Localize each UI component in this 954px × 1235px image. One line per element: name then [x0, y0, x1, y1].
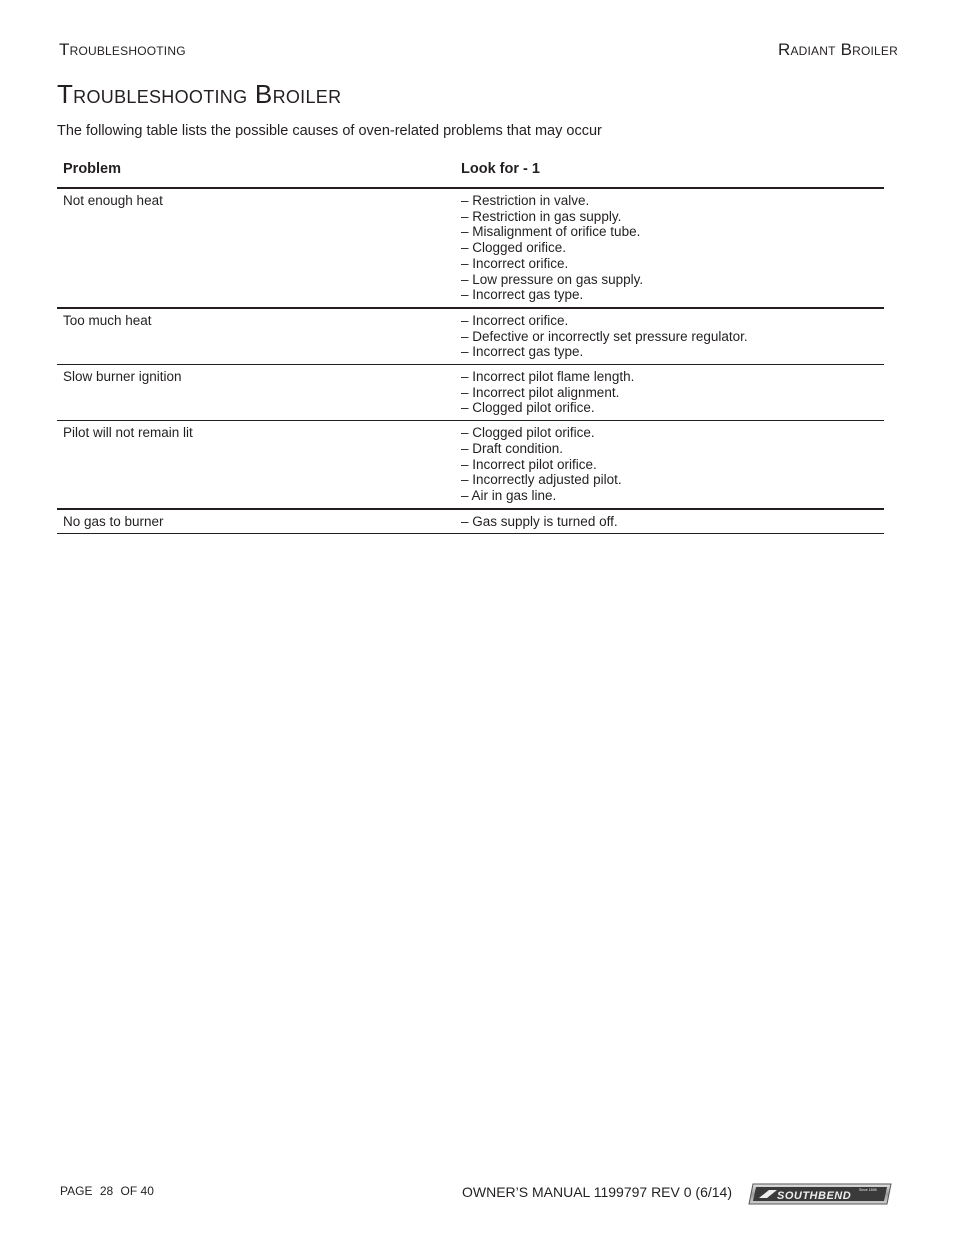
running-header-section: Troubleshooting [59, 40, 186, 59]
page-total: OF 40 [120, 1184, 154, 1198]
causes-cell [455, 308, 884, 365]
page-number [60, 1184, 158, 1198]
cause-item: – Incorrect gas type. [461, 287, 584, 303]
causes-list [461, 369, 878, 416]
table-row [57, 188, 884, 308]
intro-paragraph: The following table lists the possible causes of oven-related problems that may occur [57, 123, 602, 139]
page-title: Troubleshooting Broiler [57, 79, 342, 109]
svg-text:Since 1898: Since 1898 [859, 1188, 877, 1192]
southbend-logo-icon [747, 1183, 893, 1205]
causes-list [461, 313, 878, 360]
cause-item: – Incorrect orifice. [461, 255, 569, 271]
table-row [57, 421, 884, 509]
cause-item: – Low pressure on gas supply. [461, 271, 644, 287]
page-current: 28 [99, 1184, 114, 1198]
cause-item: – Restriction in gas supply. [461, 208, 622, 224]
causes-cell [455, 421, 884, 509]
causes-cell [455, 188, 884, 308]
cause-item: – Incorrect orifice. [461, 312, 569, 328]
cause-item: – Incorrect pilot orifice. [461, 456, 597, 472]
cause-item: – Incorrectly adjusted pilot. [461, 472, 622, 488]
troubleshooting-table [57, 152, 884, 534]
cause-item: – Gas supply is turned off. [461, 513, 618, 529]
page-label: PAGE [60, 1184, 93, 1198]
running-header-product: Radiant Broiler [777, 40, 898, 59]
cause-item: – Clogged pilot orifice. [461, 425, 595, 441]
problem-cell: Not enough heat [57, 188, 455, 308]
causes-cell [455, 365, 884, 421]
header-problem: Problem [57, 152, 455, 188]
svg-text:SOUTHBEND: SOUTHBEND [777, 1190, 852, 1202]
cause-item: – Incorrect pilot alignment. [461, 384, 620, 400]
cause-item: – Air in gas line. [461, 487, 557, 503]
table-header-row [57, 152, 884, 188]
manual-reference: OWNER’S MANUAL 1199797 REV 0 (6/14) [462, 1184, 732, 1200]
causes-list [461, 514, 878, 530]
table-row [57, 365, 884, 421]
cause-item: – Restriction in valve. [461, 193, 590, 208]
table-body [57, 188, 884, 534]
table-row [57, 308, 884, 365]
causes-list [461, 193, 878, 303]
cause-item: – Incorrect gas type. [461, 344, 584, 360]
cause-item: – Clogged orifice. [461, 240, 567, 256]
causes-cell [455, 509, 884, 534]
cause-item: – Draft condition. [461, 440, 564, 456]
problem-cell: No gas to burner [57, 509, 455, 534]
header-look-for: Look for - 1 [455, 152, 884, 188]
table-row [57, 509, 884, 534]
problem-cell: Too much heat [57, 308, 455, 365]
problem-cell: Slow burner ignition [57, 365, 455, 421]
cause-item: – Clogged pilot orifice. [461, 400, 595, 416]
cause-item: – Misalignment of orifice tube. [461, 224, 641, 240]
cause-item: – Incorrect pilot flame length. [461, 369, 635, 385]
cause-item: – Defective or incorrectly set pressure regulator. [461, 328, 748, 344]
causes-list [461, 425, 878, 504]
problem-cell: Pilot will not remain lit [57, 421, 455, 509]
